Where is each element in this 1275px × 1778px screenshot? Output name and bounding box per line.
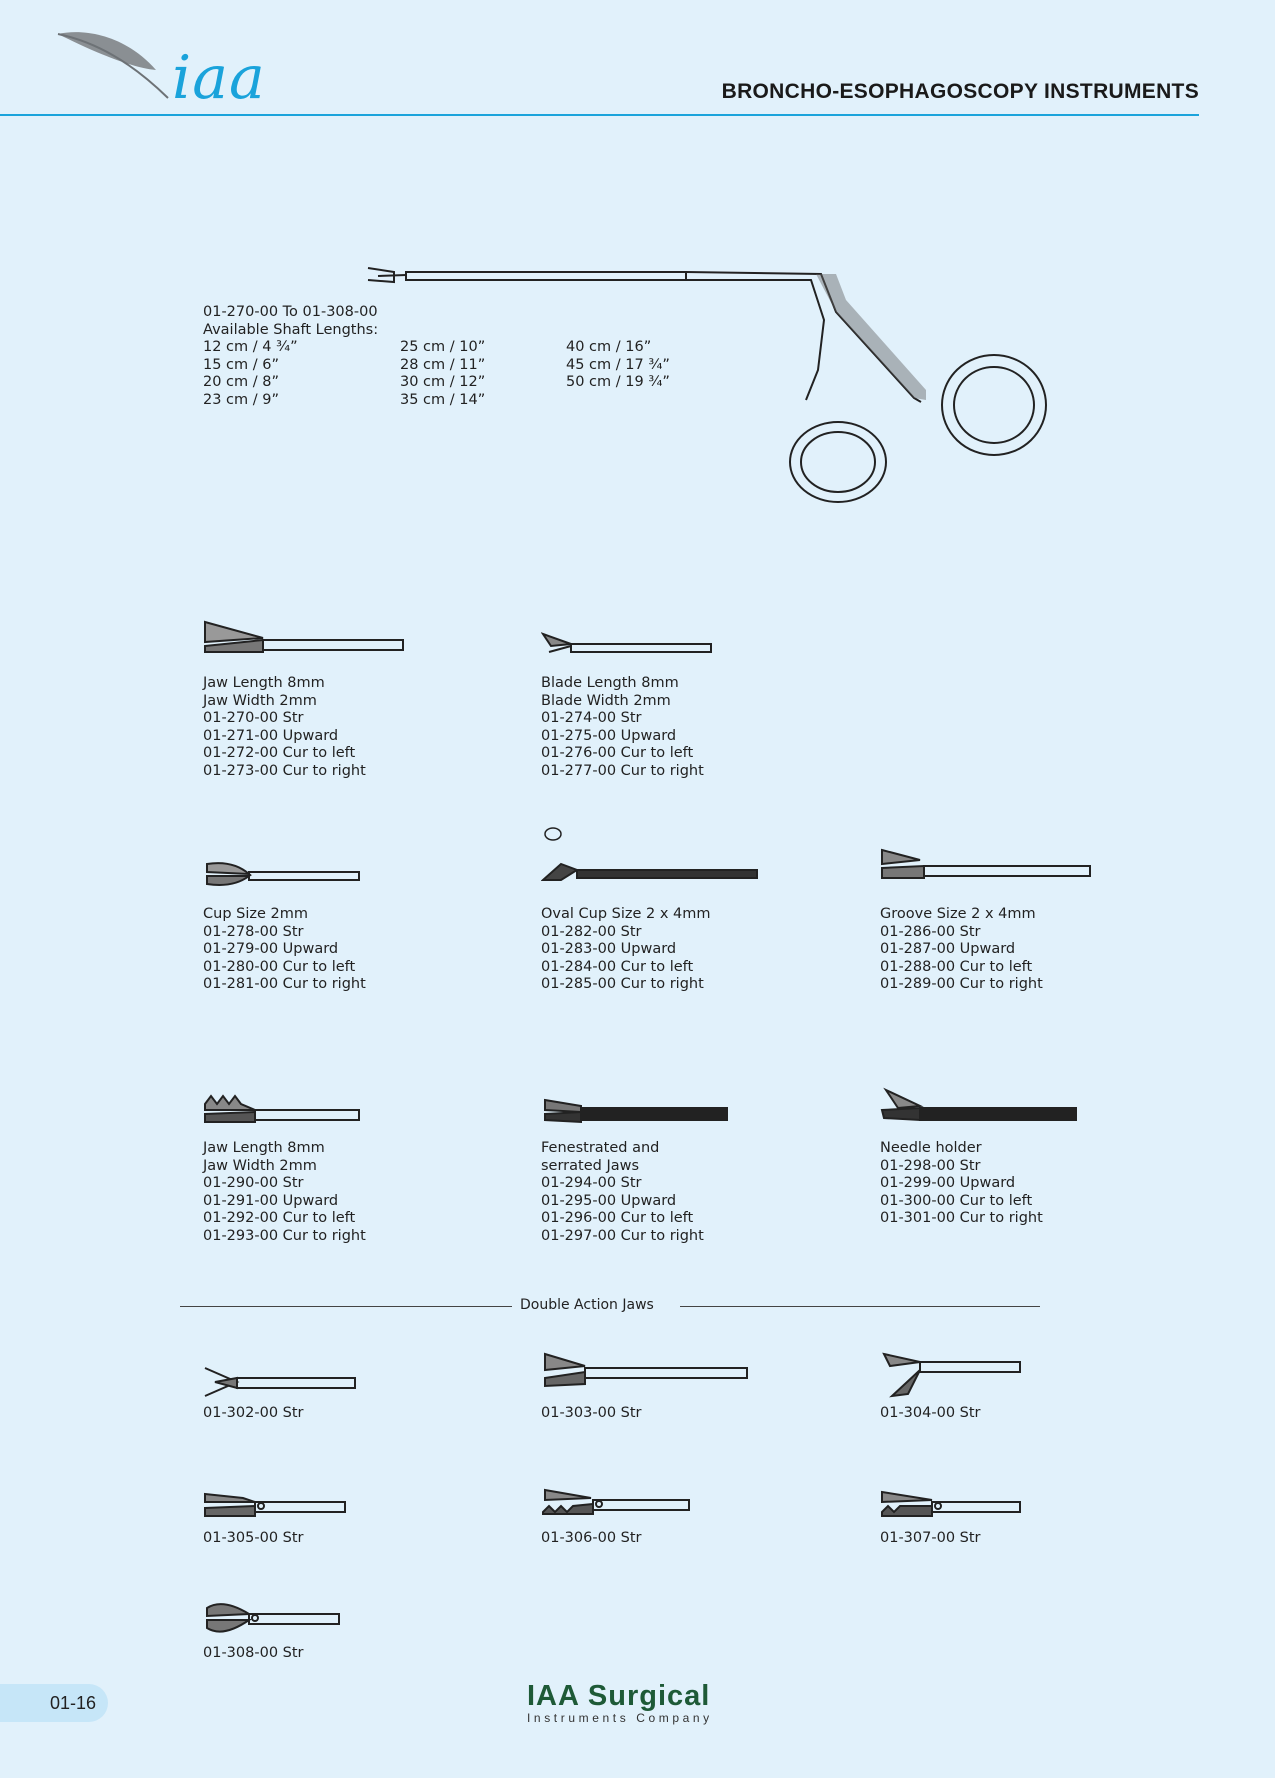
shaft-length: 12 cm / 4 ¾” [203,339,298,355]
product-code: 01-298-00 Str [880,1157,981,1174]
item-spec-8 [880,1140,1043,1228]
item-spec-7 [541,1140,704,1245]
spec-line: Jaw Length 8mm [203,1140,325,1156]
item-spec-2 [541,675,704,780]
footer-subtitle: Instruments Company [527,1711,713,1725]
item-spec-1 [203,675,366,780]
section-divider-right [680,1306,1040,1307]
double-action-tip-illustration [880,1486,1024,1520]
product-code: 01-296-00 Cur to left [541,1210,694,1226]
company-logo [56,28,286,113]
product-code: 01-289-00 Cur to right [880,976,1043,992]
jaw-tip-illustration [203,618,413,658]
double-action-tip-illustration [541,1350,751,1392]
double-action-code: 01-307-00 Str [880,1530,981,1546]
product-code: 01-291-00 Upward [203,1192,339,1209]
shaft-length: 28 cm / 11” [400,356,486,373]
double-action-tip-illustration [880,1348,1024,1402]
needle-holder-tip-illustration [880,1086,1080,1126]
product-code: 01-300-00 Cur to left [880,1192,1033,1209]
cup-tip-illustration [203,858,363,890]
shaft-length-column-3 [566,339,670,392]
product-range: 01-270-00 To 01-308-00 [203,304,378,320]
spec-line: Jaw Length 8mm [203,675,325,691]
product-code: 01-282-00 Str [541,923,642,940]
spec-line: Blade Length 8mm [541,675,679,691]
product-code: 01-290-00 Str [203,1175,304,1191]
shaft-length: 30 cm / 12” [400,374,486,390]
product-code: 01-276-00 Cur to left [541,745,694,761]
product-code: 01-281-00 Cur to right [203,976,366,992]
product-code: 01-299-00 Upward [880,1175,1016,1191]
shaft-length: 50 cm / 19 ¾” [566,374,670,390]
double-action-code: 01-308-00 Str [203,1645,304,1661]
blade-tip-illustration [541,630,721,660]
serrated-jaw-tip-illustration [203,1090,363,1126]
shaft-length: 25 cm / 10” [400,339,486,355]
product-code: 01-294-00 Str [541,1175,642,1191]
item-spec-6 [203,1140,366,1245]
product-code: 01-278-00 Str [203,923,304,940]
shaft-length: 35 cm / 14” [400,391,486,408]
leaf-icon [56,28,176,108]
spec-line: Blade Width 2mm [541,692,671,709]
double-action-code: 01-306-00 Str [541,1530,642,1546]
main-instrument-specs [203,304,378,339]
shaft-length: 15 cm / 6” [203,356,279,373]
double-action-tip-illustration [203,1598,343,1638]
product-code: 01-285-00 Cur to right [541,976,704,992]
spec-line: Oval Cup Size 2 x 4mm [541,906,711,922]
product-code: 01-293-00 Cur to right [203,1227,366,1244]
footer-brand: IAA Surgical [527,1680,711,1712]
spec-line: Cup Size 2mm [203,906,308,922]
double-action-code: 01-305-00 Str [203,1530,304,1546]
double-action-tip-illustration [203,1488,349,1520]
spec-line: Jaw Width 2mm [203,1157,317,1174]
double-action-tip-illustration [203,1364,359,1400]
oval-cup-tip-illustration [541,826,761,888]
product-code: 01-287-00 Upward [880,941,1016,957]
product-code: 01-275-00 Upward [541,727,677,744]
section-divider-left [180,1306,512,1307]
product-code: 01-272-00 Cur to left [203,745,356,761]
double-action-code: 01-302-00 Str [203,1405,304,1421]
item-spec-5 [880,906,1043,994]
product-code: 01-286-00 Str [880,923,981,940]
spec-line: Fenestrated and [541,1140,660,1156]
spec-line: Groove Size 2 x 4mm [880,906,1036,922]
fenestrated-jaw-tip-illustration [541,1094,731,1126]
item-spec-4 [541,906,711,994]
product-code: 01-280-00 Cur to left [203,958,356,975]
double-action-code: 01-303-00 Str [541,1405,642,1421]
product-code: 01-271-00 Upward [203,727,339,744]
product-code: 01-274-00 Str [541,710,642,726]
item-spec-3 [203,906,366,994]
logo-text: iaa [172,43,266,113]
page-number: 01-16 [50,1693,97,1713]
double-action-code: 01-304-00 Str [880,1405,981,1421]
product-code: 01-283-00 Upward [541,941,677,957]
shaft-lengths-label: Available Shaft Lengths: [203,321,379,338]
double-action-tip-illustration [541,1484,693,1520]
shaft-length: 23 cm / 9” [203,391,279,408]
spec-line: serrated Jaws [541,1157,640,1174]
shaft-length-column-2 [400,339,485,409]
groove-tip-illustration [880,842,1095,890]
product-code: 01-270-00 Str [203,710,304,726]
spec-line: Needle holder [880,1140,982,1156]
section-heading: Double Action Jaws [520,1297,654,1313]
header-divider [0,114,1199,116]
product-code: 01-295-00 Upward [541,1192,677,1209]
spec-line: Jaw Width 2mm [203,692,317,709]
product-code: 01-273-00 Cur to right [203,762,366,779]
product-code: 01-279-00 Upward [203,941,339,957]
product-code: 01-297-00 Cur to right [541,1227,704,1244]
shaft-length: 45 cm / 17 ¾” [566,356,670,373]
product-code: 01-292-00 Cur to left [203,1210,356,1226]
product-code: 01-284-00 Cur to left [541,958,694,975]
shaft-length: 40 cm / 16” [566,339,652,355]
shaft-length: 20 cm / 8” [203,374,279,390]
page-title: BRONCHO-ESOPHAGOSCOPY INSTRUMENTS [721,80,1199,103]
product-code: 01-301-00 Cur to right [880,1210,1043,1226]
shaft-length-column-1 [203,339,298,409]
product-code: 01-277-00 Cur to right [541,762,704,779]
product-code: 01-288-00 Cur to left [880,958,1033,975]
